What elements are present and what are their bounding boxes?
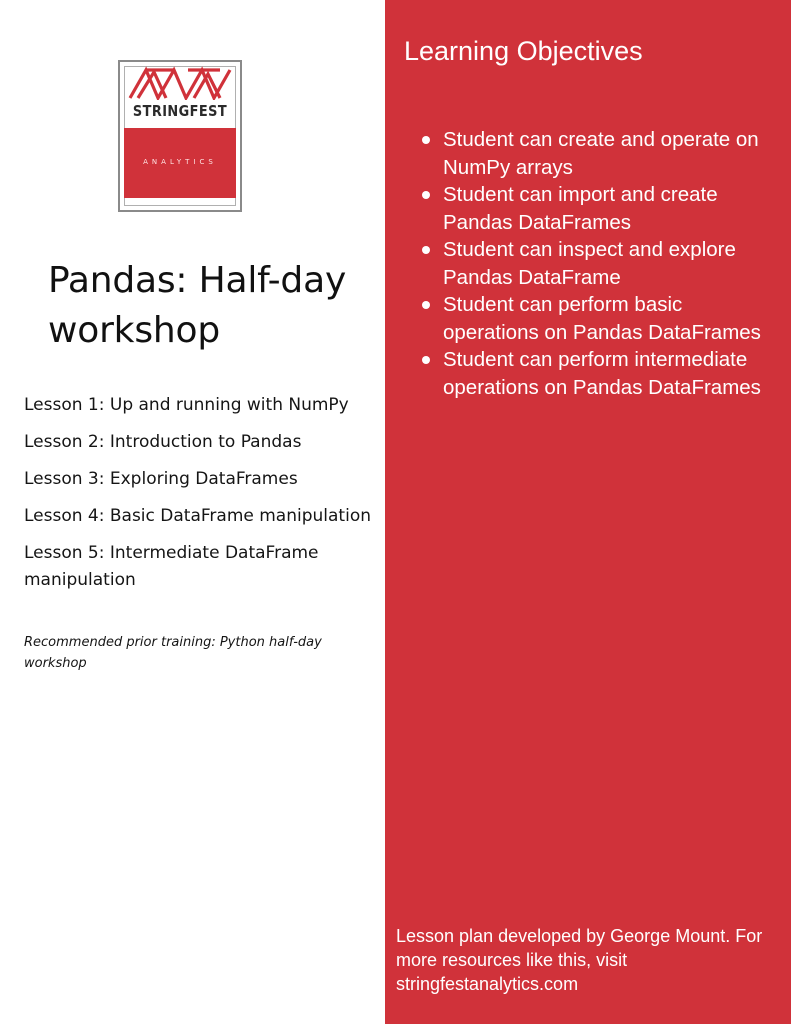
bullet-icon: [422, 191, 430, 199]
objective-item-2: [420, 181, 782, 236]
objective-text: Student can perform intermediate operations on Pandas DataFrames: [443, 348, 761, 399]
lesson-item-5: Lesson 5: Intermediate DataFrame manipulation: [24, 543, 319, 590]
logo-wordmark: STRINGFEST: [132, 102, 228, 120]
logo-zigzag-icon: [128, 64, 234, 100]
lesson-item-1: Lesson 1: Up and running with NumPy: [24, 395, 349, 415]
objectives-heading: Learning Objectives: [404, 36, 643, 66]
lesson-list: [24, 392, 379, 604]
objective-item-5: [420, 346, 782, 401]
bullet-icon: [422, 356, 430, 364]
objective-item-3: [420, 236, 782, 291]
objective-text: Student can inspect and explore Pandas DataFrame: [443, 238, 736, 289]
objective-text: Student can perform basic operations on Pandas DataFrames: [443, 293, 761, 344]
footer-credit: Lesson plan developed by George Mount. For more resources like this, visit stringfestanalytics.com: [396, 926, 763, 994]
objectives-list: [420, 126, 782, 401]
stringfest-logo: [118, 60, 242, 212]
logo-subtitle: ANALYTICS: [143, 158, 217, 166]
page-title: Pandas: Half-day workshop: [48, 260, 347, 351]
bullet-icon: [422, 136, 430, 144]
logo-band: [124, 128, 236, 198]
objective-item-4: [420, 291, 782, 346]
prior-training-note: Recommended prior training: Python half-day workshop: [24, 635, 322, 671]
objective-item-1: [420, 126, 782, 181]
bullet-icon: [422, 301, 430, 309]
lesson-item-3: Lesson 3: Exploring DataFrames: [24, 469, 298, 489]
lesson-item-4: Lesson 4: Basic DataFrame manipulation: [24, 506, 371, 526]
bullet-icon: [422, 246, 430, 254]
objective-text: Student can create and operate on NumPy arrays: [443, 128, 759, 179]
objective-text: Student can import and create Pandas DataFrames: [443, 183, 718, 234]
lesson-item-2: Lesson 2: Introduction to Pandas: [24, 432, 302, 452]
